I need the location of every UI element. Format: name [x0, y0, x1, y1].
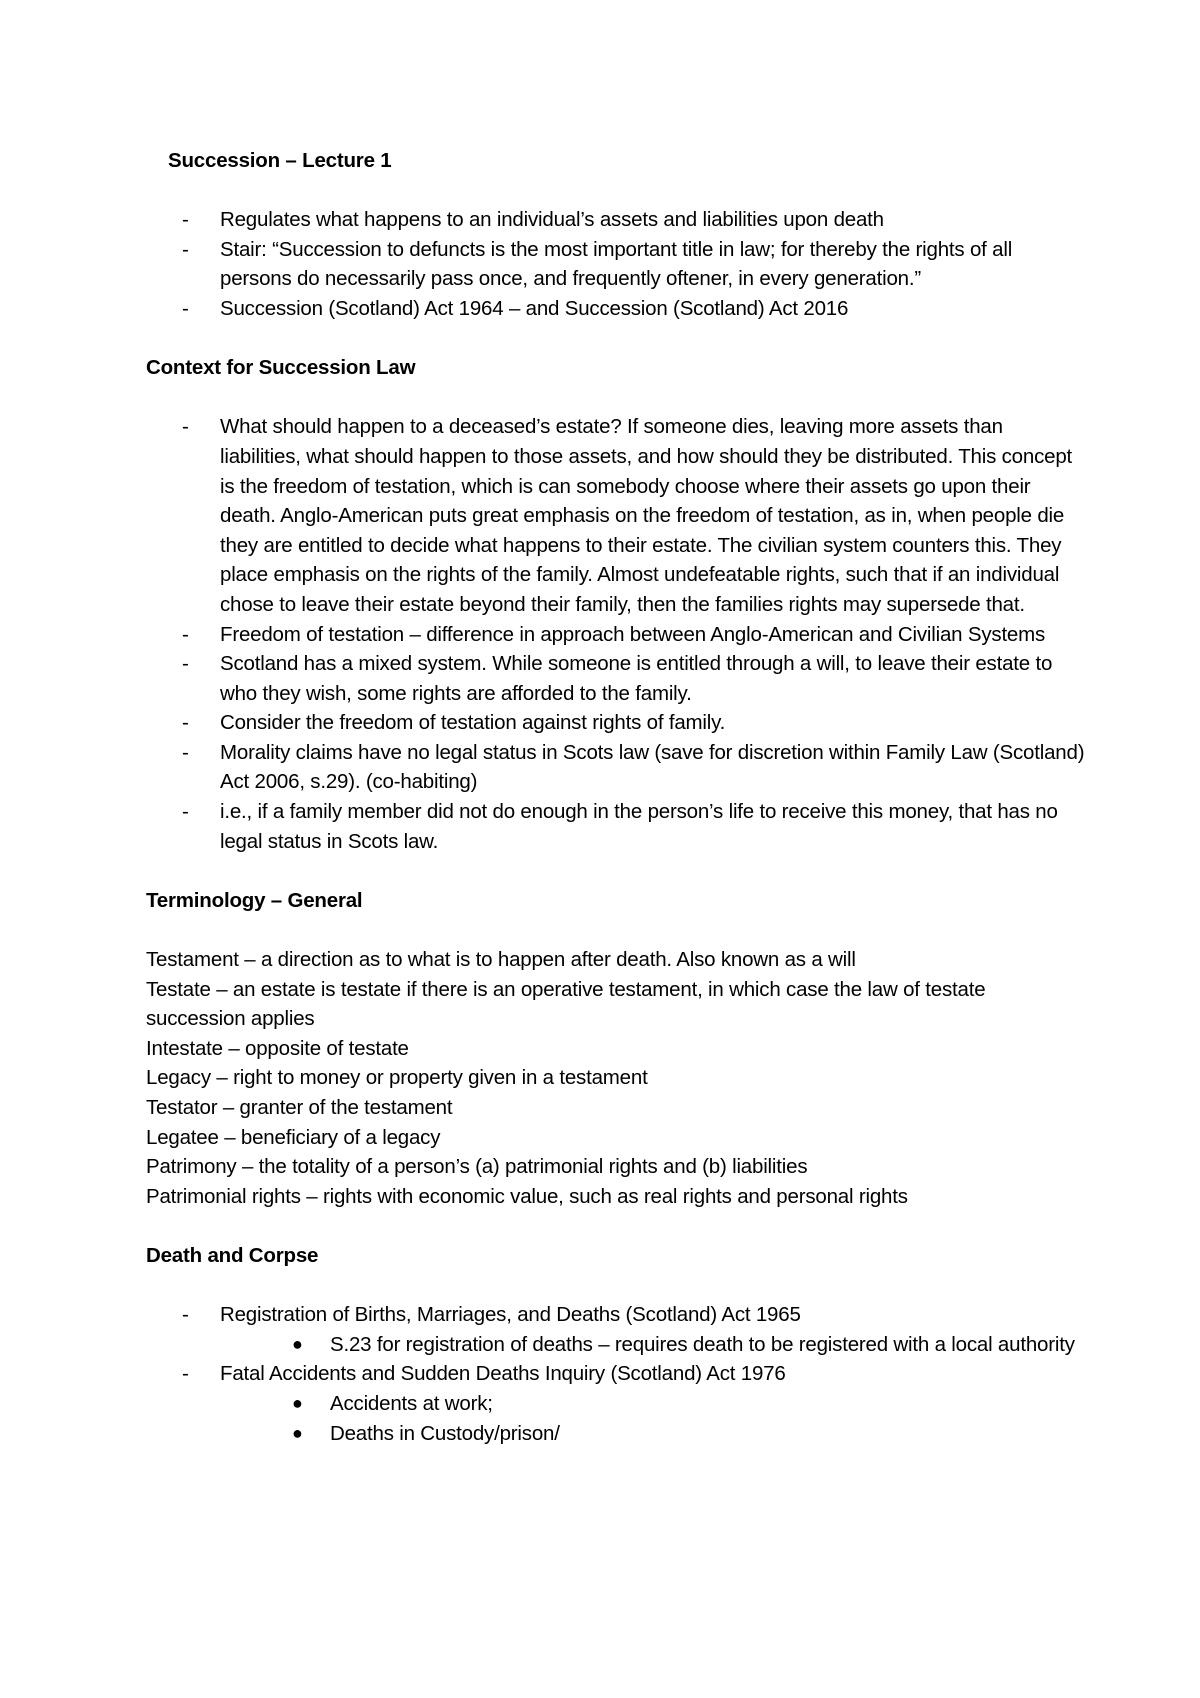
section-heading-death: Death and Corpse — [146, 1243, 319, 1267]
list-item — [146, 205, 1086, 235]
definition-line: Testate – an estate is testate if there is an operative testament, in which case the law of testate succession applies — [146, 977, 986, 1031]
bullet-marker: ● — [292, 1422, 303, 1443]
definition-line: Legatee – beneficiary of a legacy — [146, 1125, 441, 1149]
definition-line: Testator – granter of the testament — [146, 1096, 453, 1119]
list-item — [146, 1359, 1086, 1389]
list-item-text: i.e., if a family member did not do enough in the person’s life to receive this money, that has no legal status in Scots law. — [220, 800, 1058, 853]
list-item-text: Fatal Accidents and Sudden Deaths Inquiry (Scotland) Act 1976 — [220, 1362, 786, 1386]
spacer — [146, 324, 1086, 354]
list-item-text: Accidents at work; — [330, 1391, 493, 1415]
sub-list-item — [146, 1419, 1086, 1449]
list-item-text: Consider the freedom of testation against rights of family. — [220, 711, 726, 735]
list-item-text: Deaths in Custody/prison/ — [330, 1421, 560, 1445]
bullet-marker: ● — [292, 1392, 303, 1413]
intro-list — [146, 205, 1086, 323]
dash-marker: - — [182, 415, 189, 439]
document-body — [146, 146, 1086, 1448]
dash-marker: - — [182, 208, 189, 232]
list-item — [146, 294, 1086, 324]
list-item-text: Stair: “Succession to defuncts is the most important title in law; for thereby the rights of all persons do necessarily pass once, and frequently oftener, in every generation.” — [220, 237, 1013, 291]
spacer — [146, 856, 1086, 886]
spacer — [146, 1271, 1086, 1301]
list-item-text: Succession (Scotland) Act 1964 – and Succession (Scotland) Act 2016 — [220, 296, 849, 320]
dash-marker: - — [182, 1362, 189, 1386]
definition-line: Testament – a direction as to what is to happen after death. Also known as a will — [146, 948, 856, 972]
list-item-text: S.23 for registration of deaths – requires death to be registered with a local authority — [330, 1332, 1075, 1356]
death-sublist-2 — [146, 1389, 1086, 1448]
sub-list-item — [146, 1330, 1086, 1360]
list-item — [146, 235, 1086, 294]
dash-marker: - — [182, 622, 189, 646]
page-title: Succession – Lecture 1 — [168, 149, 392, 172]
context-list — [146, 412, 1086, 856]
definition-line: Intestate – opposite of testate — [146, 1036, 409, 1060]
dash-marker: - — [182, 237, 189, 261]
definition-line: Patrimonial rights – rights with economic value, such as real rights and personal rights — [146, 1184, 908, 1208]
list-item — [146, 412, 1086, 619]
list-item-text: Freedom of testation – difference in approach between Anglo-American and Civilian Systems — [220, 622, 1046, 646]
dash-marker: - — [182, 800, 189, 824]
section-heading-terminology: Terminology – General — [146, 888, 363, 912]
sub-list-item — [146, 1389, 1086, 1419]
list-item-text: What should happen to a deceased’s estate? If someone dies, leaving more assets than liabilities, what should happen to those assets, and how should they be distributed. This concept is the freedom of testation, which is can somebody choose where their assets go upon their death. Anglo-American puts great emphasis on the freedom of testation, as in, when people die they are entitled to decide what happens to their estate. The civilian system counters this. They place emphasis on the rights of the family. Almost undefeatable rights, such that if an individual chose to leave their estate beyond their family, then the families rights may supersede that. — [220, 415, 1073, 616]
death-list-continued — [146, 1359, 1086, 1389]
list-item-text: Registration of Births, Marriages, and Deaths (Scotland) Act 1965 — [220, 1303, 801, 1327]
spacer — [146, 1211, 1086, 1241]
death-sublist-1 — [146, 1330, 1086, 1360]
list-item — [146, 1300, 1086, 1330]
list-item — [146, 620, 1086, 650]
dash-marker: - — [182, 296, 189, 320]
bullet-marker: ● — [292, 1333, 303, 1354]
dash-marker: - — [182, 1303, 189, 1327]
death-list — [146, 1300, 1086, 1330]
spacer — [146, 915, 1086, 945]
spacer — [146, 383, 1086, 413]
dash-marker: - — [182, 711, 189, 735]
definition-line: Legacy – right to money or property given in a testament — [146, 1066, 648, 1090]
section-heading-context: Context for Succession Law — [146, 356, 416, 380]
list-item — [146, 738, 1086, 797]
terminology-definitions — [146, 945, 1086, 1211]
list-item-text: Scotland has a mixed system. While someone is entitled through a will, to leave their estate to who they wish, some rights are afforded to the family. — [220, 652, 1053, 705]
dash-marker: - — [182, 652, 189, 676]
list-item-text: Regulates what happens to an individual’s assets and liabilities upon death — [220, 208, 884, 232]
spacer — [146, 176, 1086, 206]
dash-marker: - — [182, 740, 189, 764]
list-item — [146, 649, 1086, 708]
definition-line: Patrimony – the totality of a person’s (a) patrimonial rights and (b) liabilities — [146, 1155, 808, 1179]
list-item — [146, 797, 1086, 856]
list-item — [146, 708, 1086, 738]
list-item-text: Morality claims have no legal status in Scots law (save for discretion within Family Law (Scotland) Act 2006, s.29). (co-habiting) — [220, 740, 1085, 794]
